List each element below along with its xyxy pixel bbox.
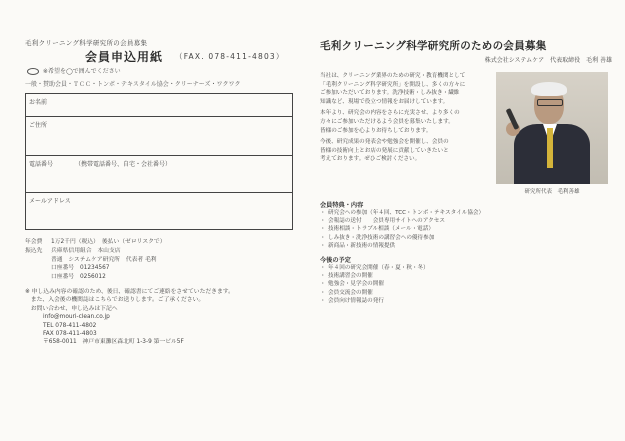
list-item: ・ 勉強会・見学会の開催 <box>320 281 384 288</box>
note-line: ※ 申し込み内容の確認のため、後日、確認書にてご連絡をさせていただきます。 <box>25 288 234 295</box>
intro-text: 当社は、クリーニング業界のための研究・教育機関として 「毛利クリーニング科学研究所」を開設し、多くの方々に ご参加いただいております。洗浄技術・しみ抜き・繊維 知識など、現場で役立つ情報をお届けしています。 本年より、研究会の内容をさらに充実させ、より多くの 方々にご参加いただけるよう会員を募集いたします。 皆様のご参加を心よりお待ちしております。 今後、研究成果の発表会や勉強会を開催し、会員の 皆様の技術向上とお店の発展に貢献していきたいと 考えております。ぜひご検討ください。 <box>320 73 466 163</box>
photo-caption: 研究所代表 毛利善雄 <box>524 189 580 195</box>
section-benefits-heading: 会員特典・内容 <box>320 202 364 209</box>
speaker-photo <box>496 72 608 184</box>
form-title: 会員申込用紙 <box>85 50 164 64</box>
instruction-line <box>25 66 305 75</box>
list-item: ・ 技術講習会の開催 <box>320 273 373 280</box>
contact-address: 〒658-0011 神戸市東灘区森北町 1-3-9 第一ビル5F <box>43 339 184 346</box>
form-label-address: ご住所 <box>29 122 48 129</box>
list-item: ・ 年４回の研究会開催（春・夏・秋・冬） <box>320 265 429 272</box>
form-title-line <box>25 48 305 62</box>
form-header-small: 毛利クリーニング科学研究所の会員募集 <box>25 39 148 47</box>
benefits-list <box>320 209 612 250</box>
contact-fax: FAX 078-411-4803 <box>43 331 97 338</box>
intro-section <box>320 72 612 195</box>
form-label-email: メールアドレス <box>29 198 71 205</box>
contact-email[interactable]: info@mouri-clean.co.jp <box>43 314 110 321</box>
recruitment-panel <box>320 38 612 433</box>
schedule-list <box>320 264 612 305</box>
list-item: ・ 会報誌の送付 会員専用サイトへのアクセス <box>320 218 445 225</box>
payment-details <box>25 238 305 282</box>
section-schedule-heading: 今後の予定 <box>320 257 351 265</box>
application-form-table <box>25 93 293 230</box>
form-label-phone: 電話番号 <box>29 161 54 168</box>
contact-tel: TEL 078-411-4802 <box>43 322 97 329</box>
application-form-panel <box>25 38 305 433</box>
instruction-text: ※希望を◯で囲んでください <box>42 68 121 75</box>
note-line: また、入会後の機関誌はこちらでお送りします。ご了承ください。 <box>25 297 205 304</box>
detail-row: 年会費 1万2千円（税込） 後払い（ゼロリスクで） <box>25 239 166 245</box>
list-item: ・ 研究会への参加（年４回、TCC・トンボ・テキスタイル協会） <box>320 210 485 216</box>
detail-row: 振込先 兵庫県信用組合 本山支店 <box>25 247 121 254</box>
form-row-email[interactable] <box>26 193 293 230</box>
list-item: ・ 技術相談・トラブル相談（メール・電話） <box>320 226 434 233</box>
note-line: お問い合わせ、申し込みは下記へ <box>25 305 118 312</box>
form-row-address[interactable] <box>26 117 293 156</box>
contact-notes <box>25 288 305 347</box>
recruitment-subtitle: 株式会社システムケア 代表取締役 毛利 善雄 <box>484 57 612 64</box>
form-row-name[interactable] <box>26 94 293 117</box>
detail-row: 口座番号 0256012 <box>51 274 106 281</box>
speaker-photo-block <box>496 72 608 195</box>
form-hint-phone: （携帯電話番号、自宅・会社番号） <box>74 161 171 168</box>
list-item: ・ しみ抜き・洗浄技術の講習会への優待参加 <box>320 234 435 241</box>
recruitment-title: 毛利クリーニング科学研究所のための会員募集 <box>320 40 547 52</box>
detail-row: 普通 システムケア研究所 代表者 毛利 <box>51 256 157 263</box>
fax-number: （FAX. 078-411-4803） <box>175 52 285 61</box>
list-item: ・ 会員交流会の開催 <box>320 289 373 296</box>
circle-icon <box>27 68 39 75</box>
form-row-phone[interactable] <box>26 156 293 193</box>
membership-options[interactable]: 一般・賛助会員・ＴＣＣ・トンボ・テキスタイル協会・クリーナーズ・ワクワク <box>25 81 241 88</box>
list-item: ・ 会員向け情報誌の発行 <box>320 297 384 304</box>
list-item: ・ 新商品・新技術の情報提供 <box>320 242 396 249</box>
detail-row: 口座番号 01234567 <box>51 265 110 272</box>
form-label-name: お名前 <box>29 99 48 106</box>
